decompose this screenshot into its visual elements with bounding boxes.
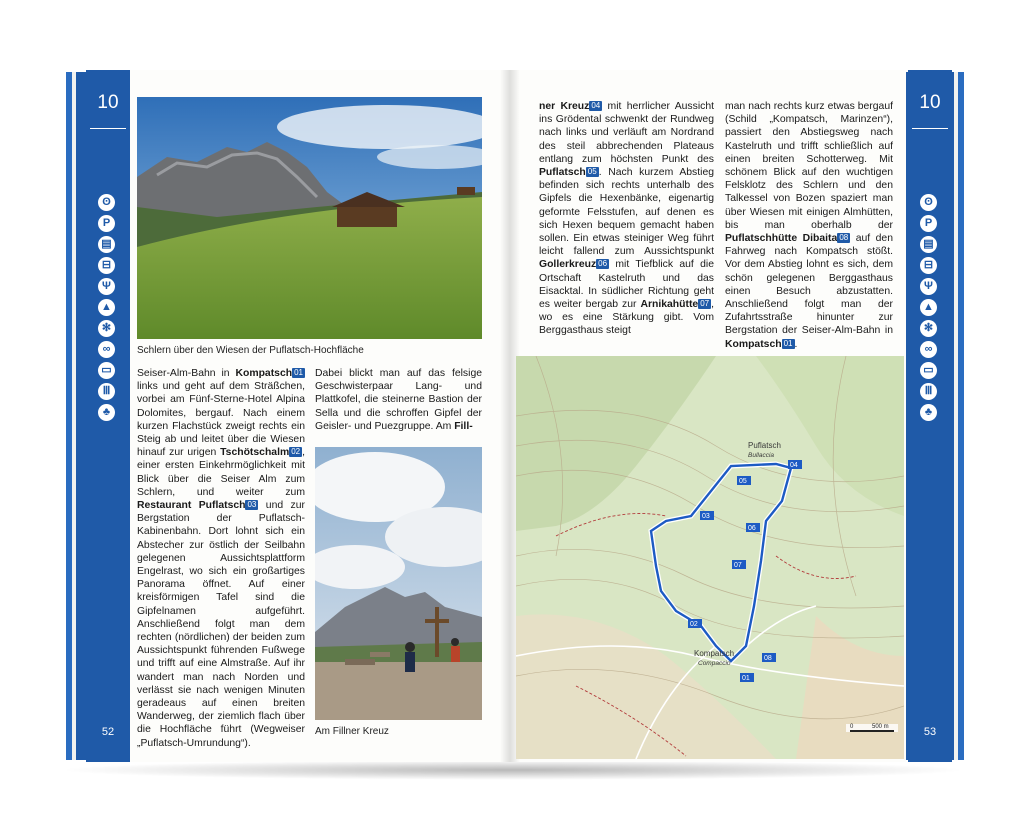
text-column-right-1 (539, 100, 714, 338)
text-run: Seiser-Alm-Bahn in (137, 368, 236, 379)
museum-icon: Ⅲ (920, 383, 937, 400)
mountain-icon: ▲ (98, 299, 115, 316)
snowflake-icon: ✻ (920, 320, 937, 337)
page-number-left: 52 (101, 726, 115, 738)
text-run: Puflatschhütte Dibaita (725, 233, 838, 245)
text-run: und zur Bergstation der Puflatsch-Kabinenbahn. Dort lohnt sich ein Abstecher zur östlich der Seilbahn gelegenen Aussichtsplattform Engelrast, wo sich ein großartiges Panorama öffnet. Auf einer kreisförmigen Tafel sind die Gipfelnamen aufgeführt. Anschließend folgt man dem rechten (nördlichen) der beiden zum Aussichtspunkt führenden Fußwege und trifft auf eine Almstraße. Auf ihr wandert man nach Norden und verlässt sie nach wenigen Minuten geradeaus auf einen breiten Wanderweg, der ziemlich flach über die Hochfläche führt (Wegweiser „Puflatsch-Umrundung“). (137, 500, 305, 749)
cable-car-icon: ⊟ (98, 257, 115, 274)
text-run: , einer ersten Einkehrmöglichkeit mit Blick über die Seiser Alm zum Schlern, und weiter zum (137, 447, 305, 498)
bike-icon: ∞ (920, 341, 937, 358)
route-map (516, 356, 904, 759)
svg-text:02: 02 (690, 621, 698, 628)
waypoint-badge: 01 (783, 338, 793, 348)
text-run: ner Kreuz (539, 101, 590, 112)
waypoint-badge: 06 (598, 259, 608, 269)
text-run: , wo es eine Stärkung gibt. Vom Berggasthaus steigt (539, 299, 714, 337)
waypoint-badge: 02 (291, 447, 301, 457)
svg-text:07: 07 (734, 562, 742, 569)
text-run: links und geht auf dem Sträßchen, vorbei am Fünf-Sterne-Hotel Alpina Dolomites, bergauf. Nach einem kurzen Flachstück zweigt rechts ein Steig ab und leitet über die Wiesen hinauf zur urigen (137, 381, 305, 459)
text-run: Restaurant Puflatsch (137, 500, 246, 512)
museum-icon: Ⅲ (98, 383, 115, 400)
page-number-right: 53 (923, 726, 937, 738)
map-label-kompatsch: Kompatsch (694, 649, 735, 658)
text-run: mit Tiefblick auf die Ortschaft Kastelruth und das Eisacktal. In südlicher Richtung geht es weiter bergab zur (539, 259, 714, 311)
text-run: Kompatsch (235, 368, 293, 379)
activity-icons-right (918, 194, 942, 425)
svg-text:08: 08 (764, 655, 772, 662)
svg-text:04: 04 (790, 462, 798, 469)
map-scale-label: 500 m (872, 724, 889, 730)
book-shadow (58, 760, 968, 780)
text-run: Fill- (454, 420, 473, 432)
text-run: Tschötschalm (220, 447, 290, 459)
bed-icon: ▭ (98, 362, 115, 379)
right-chapter-tab (908, 70, 952, 762)
bear-icon: ʘ (98, 194, 115, 211)
bed-icon: ▭ (920, 362, 937, 379)
bike-icon: ∞ (98, 341, 115, 358)
chapter-number-right: 10 (919, 92, 941, 113)
waypoint-badge: 04 (591, 101, 601, 110)
photo-caption-top: Schlern über den Wiesen der Puflatsch-Hochfläche (137, 345, 364, 356)
text-column-left-2 (315, 367, 482, 433)
text-run: mit herrlicher Aussicht ins Grödental schwenkt der Rundweg nach links und verläuft am Nordrand des steil abbrechenden Plateaus entlang zum höchsten Punkt des (539, 101, 714, 165)
map-label-puflatsch: Puflatsch (748, 441, 781, 450)
map-scale-zero: 0 (850, 724, 854, 730)
photo-caption-bottom: Am Fillner Kreuz (315, 726, 389, 737)
book-edge-right (958, 72, 964, 760)
text-column-left-1 (137, 367, 305, 750)
text-run: . Nach kurzem Abstieg befinden sich rechts unterhalb des Gipfels die Hexenbänke, eigenartig geformte Felsstufen, auf denen es sich Hexen bequem gemacht haben sollen. Ein etwas steiniger Weg führt leicht fallend zum Aussichtspunkt (539, 167, 714, 258)
svg-text:05: 05 (739, 478, 747, 485)
waypoint-badge: 07 (700, 299, 710, 309)
svg-text:03: 03 (702, 513, 710, 520)
waypoint-badge: 05 (587, 167, 597, 177)
parking-icon: P (98, 215, 115, 232)
text-run: Puflatsch (539, 167, 586, 179)
food-icon: Ψ (98, 278, 115, 295)
text-run: auf den Fahrweg nach Kompatsch stößt. Vor dem Abstieg lohnt es sich, dem schön gelegenen Berggasthaus einen Besuch abzustatten. Anschließend folgt man der Zufahrtsstraße hinunter zur Bergstation der Seiser-Alm-Bahn in (725, 233, 893, 337)
bus-icon: ▤ (98, 236, 115, 253)
parking-icon: P (920, 215, 937, 232)
tree-icon: ♣ (920, 404, 937, 421)
bus-icon: ▤ (920, 236, 937, 253)
snowflake-icon: ✻ (98, 320, 115, 337)
tree-icon: ♣ (98, 404, 115, 421)
text-run: man nach rechts kurz etwas bergauf (Schild „Kompatsch, Marinzen“), passiert den Abstiegsweg nach Kastelruth und trifft schließlich auf einen breiten Schotterweg. Mit schönem Blick auf den wuchtigen Felsklotz des Schlern und den Talkessel von Bozen spaziert man über Wiesen mit einigen Almhütten, bis man oberhalb der (725, 101, 893, 231)
svg-text:06: 06 (748, 525, 756, 532)
waypoint-badge: 01 (294, 368, 303, 377)
photo-fillner-kreuz (315, 447, 482, 720)
photo-schlern-meadow (137, 97, 482, 339)
text-column-right-2 (725, 100, 893, 351)
left-chapter-tab (86, 70, 130, 762)
text-run: . (794, 338, 798, 350)
text-run: Arnikahütte (640, 299, 699, 311)
text-run: Dabei blickt man auf das felsige Geschwisterpaar Lang- und Plattkofel, die steinerne Bastion der Sella und die schroffen Gipfel der Geisler- und Puezgruppe. Am (315, 368, 482, 432)
chapter-number: 10 (97, 92, 119, 113)
svg-text:01: 01 (742, 675, 750, 682)
waypoint-badge: 03 (247, 500, 257, 510)
page-stack-left-blue (76, 72, 86, 760)
bear-icon: ʘ (920, 194, 937, 211)
food-icon: Ψ (920, 278, 937, 295)
cable-car-icon: ⊟ (920, 257, 937, 274)
text-run: Gollerkreuz (539, 259, 597, 271)
text-run: Kompatsch (725, 338, 782, 350)
activity-icons (96, 194, 120, 425)
mountain-icon: ▲ (920, 299, 937, 316)
map-label-compaccio: Compaccio (698, 660, 731, 667)
map-label-bullaccia: Bullaccia (748, 452, 775, 459)
waypoint-badge: 08 (839, 233, 849, 243)
